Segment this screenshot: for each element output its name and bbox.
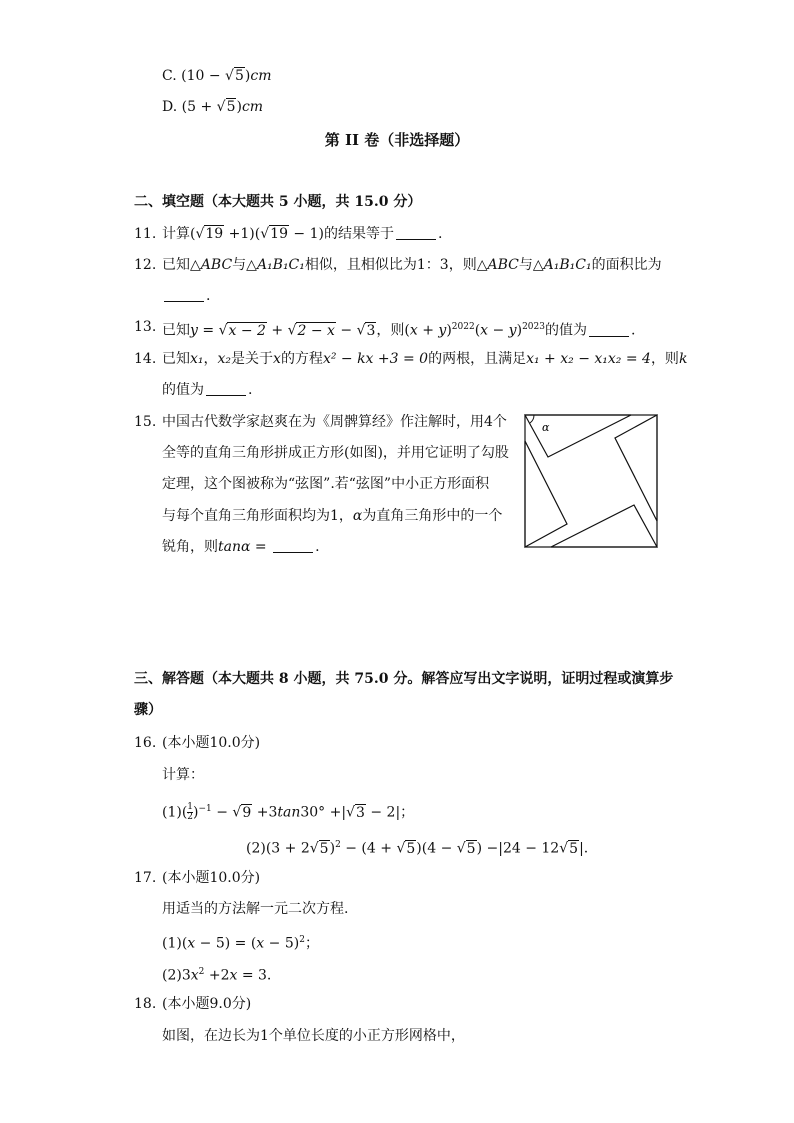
q15-line-1: 中国古代数学家赵爽在为《周髀算经》作注解时，用4个 — [162, 414, 507, 430]
q14-number: 14. — [134, 351, 157, 367]
answer-blank — [273, 538, 313, 553]
q14-text: 已知x₁，x₂是关于x的方程x² − kx +3 = 0的两根，且满足x₁ + x₂ − x₁x₂ = 4，则k — [162, 351, 688, 367]
triangle-left — [525, 441, 567, 547]
section3-title: 三、解答题（本大题共 8 小题，共 75.0 分。解答应写出文字说明，证明过程或演算步 — [134, 671, 674, 687]
q12-number: 12. — [134, 257, 157, 273]
q16-part2: $(2)(3 + 2√5)^2 - (4 + √5)(4 - √5) -|24 - 12√5|$. — [246, 840, 589, 857]
q17-instruction: 用适当的方法解一元二次方程. — [162, 901, 349, 917]
q12-answer-line: . — [162, 286, 210, 306]
answer-blank — [589, 322, 629, 337]
q18-number: 18. — [134, 996, 157, 1012]
q11-number: 11. — [134, 226, 157, 242]
answer-blank — [396, 225, 436, 240]
section2-title: 二、填空题（本大题共 5 小题，共 15.0 分） — [134, 194, 422, 210]
answer-blank — [164, 287, 204, 302]
q15-line-2: 全等的直角三角形拼成正方形(如图)，并用它证明了勾股 — [162, 445, 509, 461]
q15-line-5: 锐角，则tanα = . — [162, 539, 320, 555]
section3-title-cont: 骤） — [134, 702, 162, 718]
q15-number: 15. — [134, 414, 157, 430]
q18-score: (本小题9.0分) — [162, 996, 252, 1012]
triangle-right — [615, 415, 657, 521]
option-d-label: D. — [162, 99, 178, 115]
answer-blank — [206, 381, 246, 396]
option-c: C. (10 − √5)cm — [162, 68, 272, 84]
q14-answer-line: 的值为 . — [162, 382, 253, 398]
q16-instruction: 计算： — [162, 767, 204, 783]
q15-line-4: 与每个直角三角形面积均为1，α为直角三角形中的一个 — [162, 508, 503, 524]
q11-text: 计算(√19 +1)(√19 − 1)的结果等于 . — [162, 226, 443, 242]
triangle-top — [525, 415, 631, 457]
q16-number: 16. — [134, 735, 157, 751]
q17-part2: $(2)3x^2 +2x = 3$. — [162, 967, 272, 984]
q13-number: 13. — [134, 319, 157, 335]
q18-text: 如图，在边长为1个单位长度的小正方形网格中， — [162, 1028, 465, 1044]
angle-arc — [530, 415, 534, 423]
option-d: D. (5 + √5)cm — [162, 99, 264, 115]
string-diagram-figure — [524, 414, 658, 548]
q16-part1: (1)( $\frac{1}{2}$ )$^{-1}$ − √9 +3tan30° +|√3 − 2|； — [162, 802, 415, 823]
alpha-label: α — [542, 421, 550, 434]
q17-number: 17. — [134, 870, 157, 886]
q16-score: (本小题10.0分) — [162, 735, 261, 751]
q12-text: 已知△ABC与△A₁B₁C₁相似，且相似比为1：3，则△ABC与△A₁B₁C₁的面积比为 — [162, 257, 662, 273]
q17-score: (本小题10.0分) — [162, 870, 261, 886]
q15-line-3: 定理，这个图被称为“弦图”.若“弦图”中小正方形面积 — [162, 476, 490, 492]
q13-text: 已知y = √x − 2 + √2 − x − √3，则$(x + y)^{2022}(x - y)^{2023}$的值为 . — [162, 322, 636, 339]
part2-title: 第 II 卷（非选择题） — [324, 131, 470, 149]
triangle-bottom — [551, 505, 657, 547]
option-c-label: C. — [162, 68, 177, 84]
q17-part1: $(1)(x - 5) = (x - 5)^2$； — [162, 935, 319, 952]
